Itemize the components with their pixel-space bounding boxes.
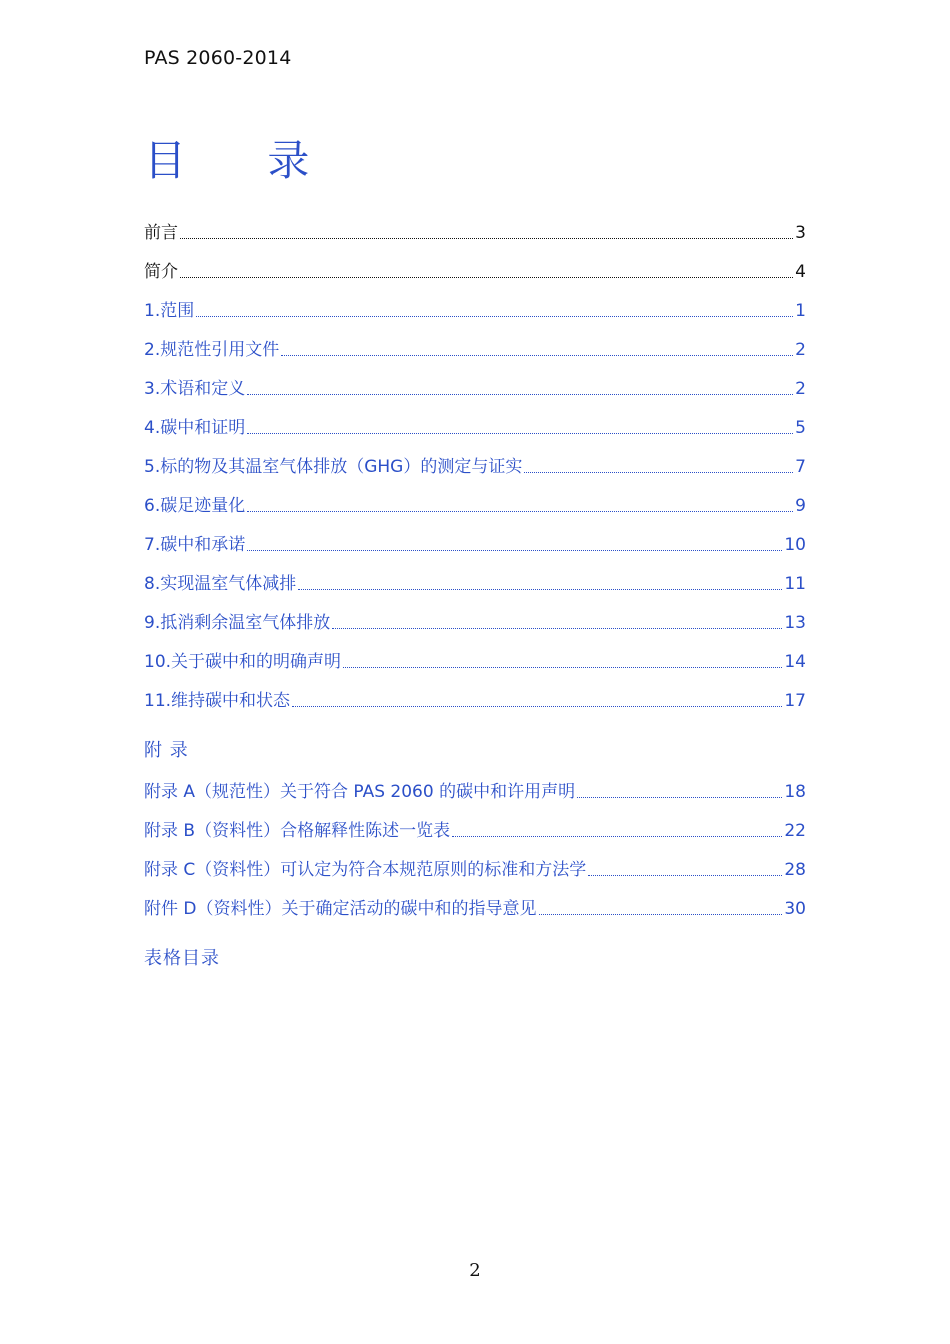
document-header: PAS 2060-2014	[144, 47, 292, 69]
dot-leader	[180, 238, 793, 239]
toc-entry-label: 简介	[144, 262, 178, 282]
toc-entry-scope[interactable]	[144, 301, 806, 321]
toc-entry-page: 17	[784, 691, 806, 711]
toc-entry-declaration[interactable]	[144, 652, 806, 672]
dot-leader	[539, 914, 783, 915]
toc-entry-introduction[interactable]	[144, 262, 806, 282]
toc-entry-label: 附录 C（资料性）可认定为符合本规范原则的标准和方法学	[144, 860, 587, 880]
toc-entry-page: 28	[784, 860, 806, 880]
toc-entry-page: 10	[784, 535, 806, 555]
toc-entry-label: 10.关于碳中和的明确声明	[144, 652, 342, 672]
toc-entry-commitment[interactable]	[144, 535, 806, 555]
annex-heading[interactable]: 附 录	[144, 740, 189, 761]
dot-leader	[588, 875, 782, 876]
toc-entry-label: 附录 A（规范性）关于符合 PAS 2060 的碳中和许用声明	[144, 782, 576, 802]
toc-annex-d[interactable]	[144, 899, 806, 919]
toc-entry-page: 7	[795, 457, 806, 477]
dot-leader	[452, 836, 782, 837]
toc-entry-offsetting[interactable]	[144, 613, 806, 633]
dot-leader	[247, 511, 793, 512]
toc-entry-page: 2	[795, 340, 806, 360]
toc-entry-label: 11.维持碳中和状态	[144, 691, 291, 711]
dot-leader	[292, 706, 782, 707]
toc-entry-label: 2.规范性引用文件	[144, 340, 280, 360]
toc-entry-label: 附录 B（资料性）合格解释性陈述一览表	[144, 821, 451, 841]
toc-entry-normative-references[interactable]	[144, 340, 806, 360]
toc-entry-carbon-neutrality-proof[interactable]	[144, 418, 806, 438]
toc-entry-label: 4.碳中和证明	[144, 418, 246, 438]
dot-leader	[281, 355, 793, 356]
toc-title: 目 录	[144, 136, 344, 185]
toc-entry-terms-definitions[interactable]	[144, 379, 806, 399]
toc-annex-b[interactable]	[144, 821, 806, 841]
toc-entry-label: 9.抵消剩余温室气体排放	[144, 613, 331, 633]
toc-entry-label: 7.碳中和承诺	[144, 535, 246, 555]
toc-entry-label: 1.范围	[144, 301, 195, 321]
dot-leader	[196, 316, 793, 317]
toc-entry-label: 附件 D（资料性）关于确定活动的碳中和的指导意见	[144, 899, 537, 919]
toc-entry-page: 2	[795, 379, 806, 399]
dot-leader	[247, 433, 793, 434]
toc-entry-page: 30	[784, 899, 806, 919]
dot-leader	[524, 472, 793, 473]
toc-entry-page: 13	[784, 613, 806, 633]
toc-entry-label: 3.术语和定义	[144, 379, 246, 399]
toc-entry-page: 4	[795, 262, 806, 282]
toc-entry-maintaining[interactable]	[144, 691, 806, 711]
dot-leader	[247, 394, 793, 395]
dot-leader	[298, 589, 782, 590]
toc-entry-subject-ghg[interactable]	[144, 457, 806, 477]
dot-leader	[343, 667, 782, 668]
toc-annex-a[interactable]	[144, 782, 806, 802]
toc-entry-label: 6.碳足迹量化	[144, 496, 246, 516]
toc-entry-page: 9	[795, 496, 806, 516]
toc-entry-foreword[interactable]	[144, 223, 806, 243]
toc-entry-page: 14	[784, 652, 806, 672]
toc-entry-page: 11	[784, 574, 806, 594]
toc-entry-carbon-footprint[interactable]	[144, 496, 806, 516]
toc-entry-label: 5.标的物及其温室气体排放（GHG）的测定与证实	[144, 457, 523, 477]
page-number: 2	[469, 1260, 481, 1281]
toc-entry-page: 5	[795, 418, 806, 438]
tables-heading[interactable]: 表格目录	[144, 948, 220, 969]
dot-leader	[577, 797, 782, 798]
toc-entry-label: 8.实现温室气体减排	[144, 574, 297, 594]
dot-leader	[180, 277, 793, 278]
toc-entry-label: 前言	[144, 223, 178, 243]
dot-leader	[332, 628, 782, 629]
toc-entry-page: 22	[784, 821, 806, 841]
toc-annex-c[interactable]	[144, 860, 806, 880]
toc-entry-page: 1	[795, 301, 806, 321]
toc-entry-page: 3	[795, 223, 806, 243]
dot-leader	[247, 550, 782, 551]
toc-entry-reductions[interactable]	[144, 574, 806, 594]
toc-entry-page: 18	[784, 782, 806, 802]
